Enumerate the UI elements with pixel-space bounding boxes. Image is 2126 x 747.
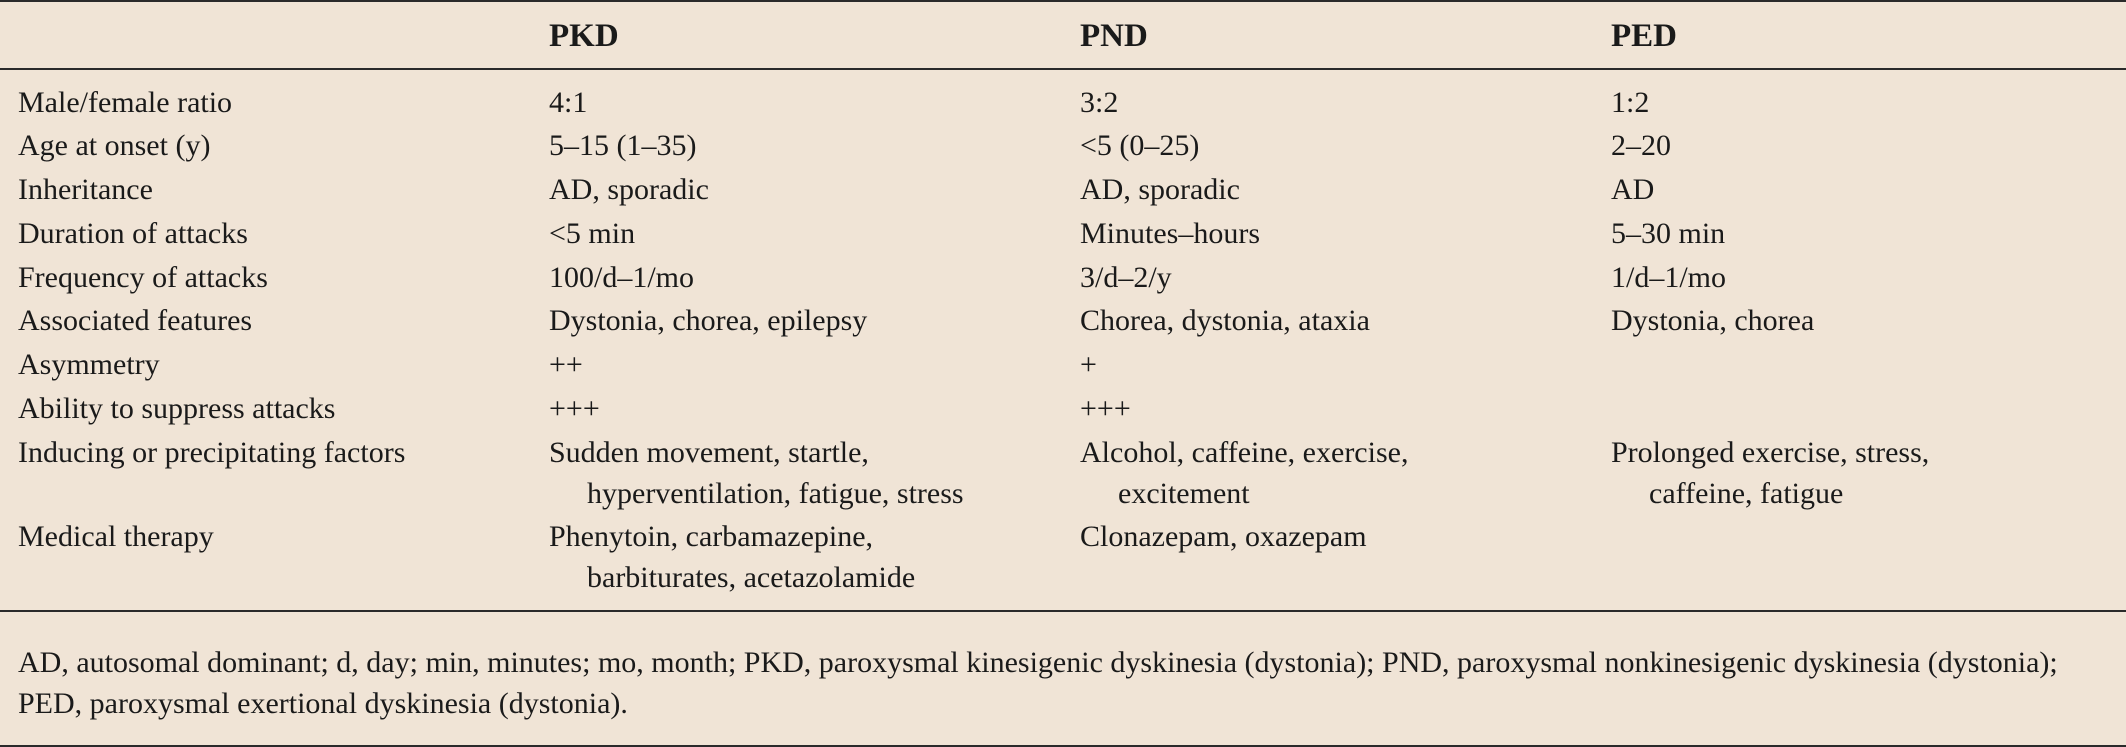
pnd-cell: 3:2: [1080, 86, 1119, 119]
ped-cell: 2–20: [1611, 129, 1671, 162]
pkd-cell: <5 min: [549, 217, 636, 250]
ped-cell: 1/d–1/mo: [1611, 261, 1727, 294]
pnd-cell: +: [1080, 348, 1097, 381]
table-footnote: AD, autosomal dominant; d, day; min, minutes; mo, month; PKD, paroxysmal kinesigenic dyskinesia (dystonia); PND, paroxysmal nonkinesigenic dyskinesia (dystonia); PED, paroxysmal exertional dyskinesia (dystonia).: [18, 646, 2058, 720]
table-body: [0, 82, 2126, 602]
ped-cell: [1611, 432, 1929, 514]
pkd-cell: 4:1: [549, 86, 588, 119]
ped-cell-line: caffeine, fatigue: [1649, 477, 1844, 510]
pkd-cell: 5–15 (1–35): [549, 129, 697, 162]
row-label: Inducing or precipitating factors: [18, 436, 406, 469]
pkd-cell: ++: [549, 348, 583, 381]
row-label: Inheritance: [18, 173, 153, 206]
pkd-cell: 100/d–1/mo: [549, 261, 695, 294]
pnd-cell: <5 (0–25): [1080, 129, 1200, 162]
header-cell-pkd: PKD: [549, 18, 619, 54]
pkd-cell: AD, sporadic: [549, 173, 709, 206]
table-header-row: [0, 2, 2126, 70]
pkd-cell: [549, 432, 964, 514]
ped-cell: Dystonia, chorea: [1611, 304, 1815, 337]
header-cell-pnd: PND: [1080, 18, 1148, 54]
pnd-cell: AD, sporadic: [1080, 173, 1240, 206]
pnd-cell: Chorea, dystonia, ataxia: [1080, 304, 1370, 337]
ped-cell: AD: [1611, 173, 1655, 206]
pkd-cell: Dystonia, chorea, epilepsy: [549, 304, 868, 337]
ped-cell: 5–30 min: [1611, 217, 1726, 250]
pnd-cell: Minutes–hours: [1080, 217, 1260, 250]
row-label: Medical therapy: [18, 520, 214, 553]
footnote-divider: [0, 610, 2126, 612]
pnd-cell-line: Alcohol, caffeine, exercise,: [1080, 436, 1409, 469]
row-label: Age at onset (y): [18, 129, 211, 162]
row-label: Associated features: [18, 304, 253, 337]
row-label: Duration of attacks: [18, 217, 248, 250]
pkd-cell: +++: [549, 392, 600, 425]
pkd-cell-line: Phenytoin, carbamazepine,: [549, 520, 874, 553]
pkd-cell-line: hyperventilation, fatigue, stress: [587, 477, 964, 510]
row-label: Ability to suppress attacks: [18, 392, 336, 425]
row-label: Asymmetry: [18, 348, 160, 381]
pkd-cell-line: barbiturates, acetazolamide: [587, 561, 916, 594]
row-label: Male/female ratio: [18, 86, 233, 119]
pnd-cell-line: excitement: [1118, 477, 1250, 510]
pnd-cell: +++: [1080, 392, 1131, 425]
ped-cell-line: Prolonged exercise, stress,: [1611, 436, 1930, 469]
pkd-cell: [549, 516, 915, 598]
pnd-cell: [1080, 432, 1408, 514]
header-cell-ped: PED: [1611, 18, 1677, 54]
pnd-cell: 3/d–2/y: [1080, 261, 1172, 294]
row-label: Frequency of attacks: [18, 261, 268, 294]
pkd-cell-line: Sudden movement, startle,: [549, 436, 869, 469]
pnd-cell: Clonazepam, oxazepam: [1080, 520, 1367, 553]
ped-cell: 1:2: [1611, 86, 1650, 119]
